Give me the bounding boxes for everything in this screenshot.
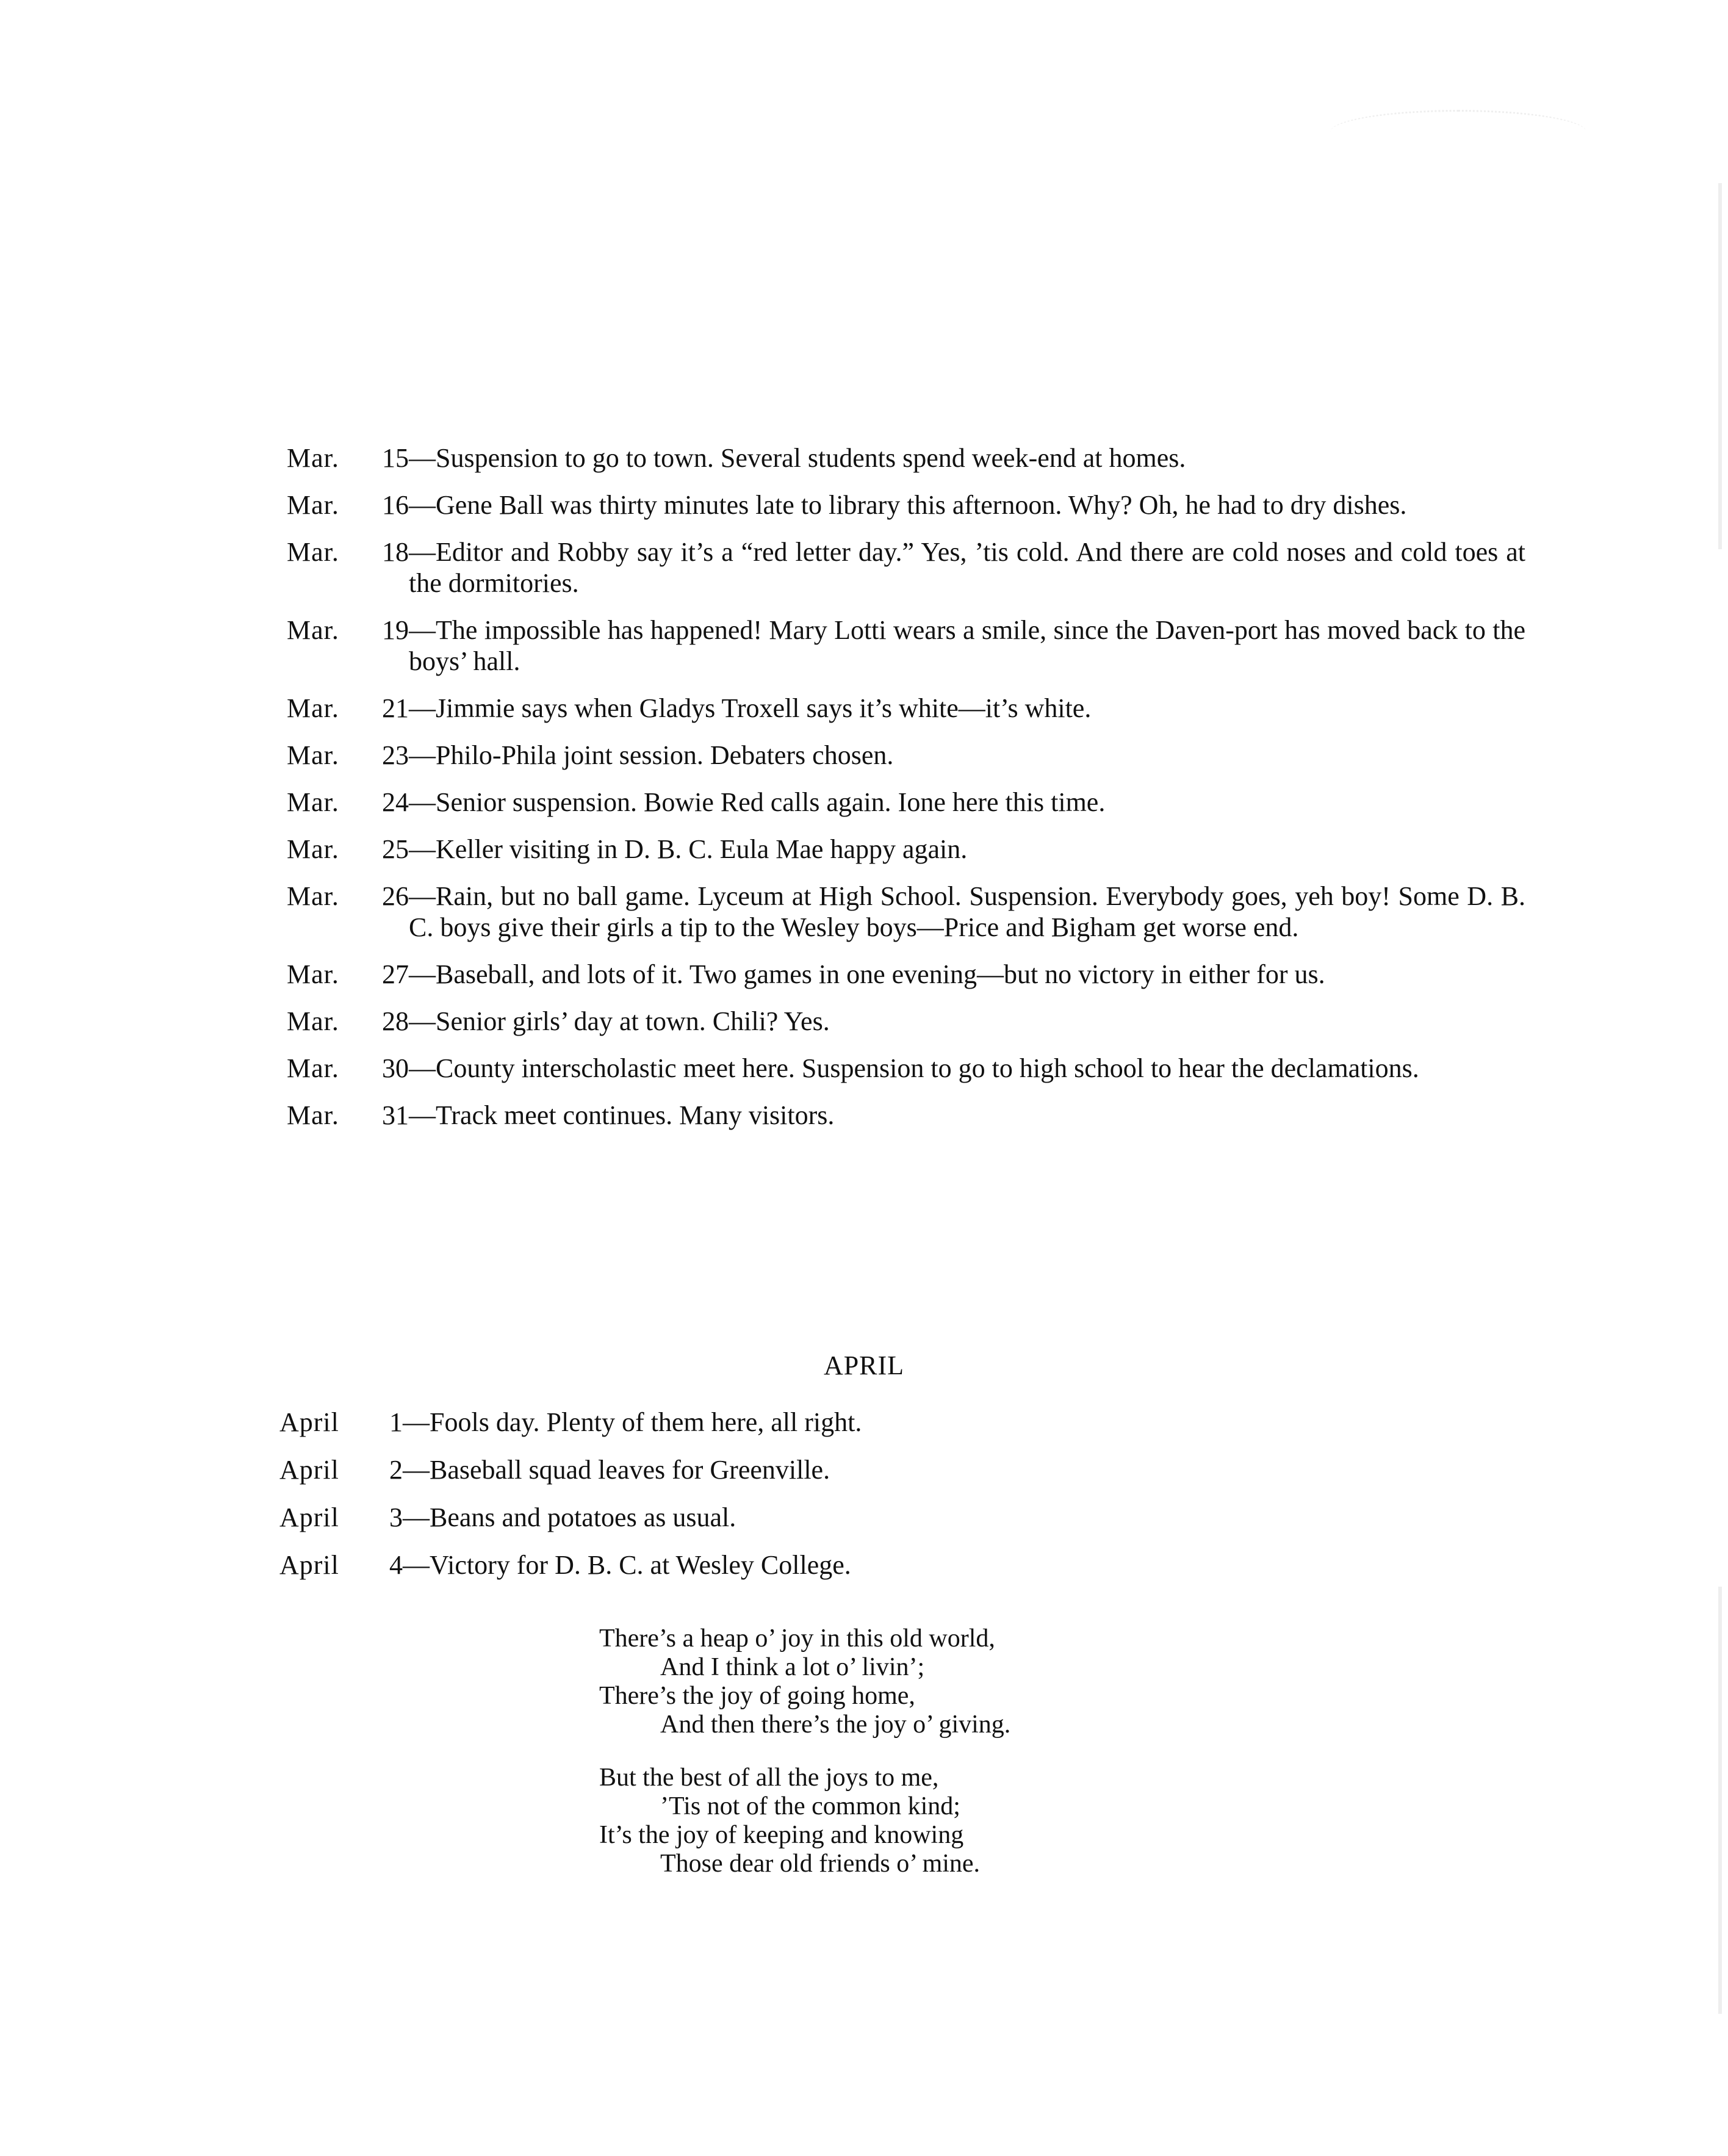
poem-line: And I think a lot o’ livin’; [660, 1653, 925, 1681]
entry-text: The impossible has happened! Mary Lotti wears a smile, since the Daven-port has moved back to the boys’ hall. [409, 615, 1525, 676]
entry-day: 18 [382, 537, 409, 567]
entry-day: 21 [382, 693, 409, 723]
entry-day: 27 [382, 959, 409, 989]
diary-entry [287, 834, 1525, 865]
entry-day: 30 [382, 1053, 409, 1083]
poem-line: And then there’s the joy o’ giving. [660, 1711, 1011, 1739]
entry-day: 26 [382, 881, 409, 911]
entry-text: Victory for D. B. C. at Wesley College. [430, 1550, 851, 1580]
april-entries [279, 1407, 1518, 1597]
entry-text: Baseball, and lots of it. Two games in one evening—but no victory in either for us. [436, 959, 1325, 989]
entry-text: Gene Ball was thirty minutes late to library this afternoon. Why? Oh, he had to dry dishes. [436, 490, 1407, 520]
entry-text-block [409, 536, 1525, 599]
entry-text-block [403, 1407, 1518, 1438]
diary-entry [287, 615, 1525, 677]
entry-text-block [409, 442, 1525, 474]
poem-line: Those dear old friends o’ mine. [660, 1850, 981, 1878]
entry-text: Fools day. Plenty of them here, all right. [430, 1407, 862, 1437]
entry-dash: — [403, 1502, 430, 1532]
entry-dash: — [409, 787, 436, 817]
diary-entry [279, 1549, 1518, 1581]
entry-text-block [409, 881, 1525, 943]
entry-dash: — [409, 443, 436, 473]
entry-dash: — [403, 1455, 430, 1485]
entry-dash: — [409, 740, 436, 770]
entry-month: Mar. [287, 1100, 339, 1130]
entry-text-block [409, 615, 1525, 677]
entry-dash: — [409, 490, 436, 520]
entry-text-block [409, 740, 1525, 771]
entry-month: Mar. [287, 740, 339, 770]
entry-text: Rain, but no ball game. Lyceum at High School. Suspension. Everybody goes, yeh boy! Some D. B. C. boys give their girls a tip to the Wesley boys—Price and Bigham get worse end. [409, 881, 1525, 942]
diary-entry [279, 1454, 1518, 1485]
page-edge-shadow [1718, 183, 1722, 549]
entry-dash: — [403, 1407, 430, 1437]
poem-line: But the best of all the joys to me, [599, 1764, 939, 1792]
entry-month: Mar. [287, 615, 339, 645]
entry-text-block [409, 1006, 1525, 1037]
poem [599, 1624, 1010, 1903]
diary-entry [287, 1006, 1525, 1037]
diary-entry [287, 740, 1525, 771]
entry-month: Mar. [287, 1006, 339, 1036]
entry-day: 28 [382, 1006, 409, 1036]
entry-month: Mar. [287, 537, 339, 567]
entry-text-block [409, 693, 1525, 724]
entry-month: Mar. [287, 787, 339, 817]
entry-dash: — [409, 881, 436, 911]
diary-entry [287, 787, 1525, 818]
entry-text: Senior girls’ day at town. Chili? Yes. [436, 1006, 830, 1036]
diary-entry [287, 489, 1525, 521]
entry-month: April [279, 1502, 339, 1532]
section-heading-april: APRIL [823, 1350, 905, 1380]
diary-entry [287, 693, 1525, 724]
entry-text-block [409, 834, 1525, 865]
entry-text-block [409, 787, 1525, 818]
diary-entry [279, 1502, 1518, 1533]
entry-day: 31 [382, 1100, 409, 1130]
poem-line: It’s the joy of keeping and knowing [599, 1821, 964, 1849]
entry-dash: — [409, 1100, 436, 1130]
entry-text: Senior suspension. Bowie Red calls again. Ione here this time. [436, 787, 1106, 817]
entry-dash: — [409, 537, 436, 567]
entry-dash: — [409, 693, 436, 723]
entry-text: Philo-Phila joint session. Debaters chosen. [436, 740, 894, 770]
entry-text: Baseball squad leaves for Greenville. [430, 1455, 830, 1485]
entry-month: Mar. [287, 443, 339, 473]
diary-entry [287, 881, 1525, 943]
entry-dash: — [409, 959, 436, 989]
entry-month: Mar. [287, 881, 339, 911]
entry-text: Track meet continues. Many visitors. [436, 1100, 835, 1130]
entry-text: County interscholastic meet here. Suspension to go to high school to hear the declamations. [436, 1053, 1419, 1083]
entry-day: 15 [382, 443, 409, 473]
diary-entry [287, 536, 1525, 599]
diary-entry [287, 1100, 1525, 1131]
diary-entry [287, 959, 1525, 990]
entry-text-block [403, 1549, 1518, 1581]
entry-text-block [409, 489, 1525, 521]
entry-month: Mar. [287, 959, 339, 989]
entry-text-block [403, 1502, 1518, 1533]
entry-dash: — [409, 1053, 436, 1083]
entry-text: Suspension to go to town. Several students spend week-end at homes. [436, 443, 1186, 473]
page-edge-shadow [1718, 1587, 1722, 2014]
entry-dash: — [403, 1550, 430, 1580]
entry-day: 16 [382, 490, 409, 520]
diary-entry [279, 1407, 1518, 1438]
entry-day: 1 [389, 1407, 403, 1437]
entry-text-block [409, 1100, 1525, 1131]
entry-text: Jimmie says when Gladys Troxell says it’s white—it’s white. [436, 693, 1092, 723]
entry-text-block [409, 1053, 1525, 1084]
entry-day: 19 [382, 615, 409, 645]
entry-text-block [409, 959, 1525, 990]
entry-day: 24 [382, 787, 409, 817]
entry-text: Beans and potatoes as usual. [430, 1502, 736, 1532]
entry-text: Editor and Robby say it’s a “red letter day.” Yes, ’tis cold. And there are cold noses and cold toes at the dormitories. [409, 537, 1525, 598]
entry-month: April [279, 1550, 339, 1580]
poem-stanza [599, 1624, 1010, 1739]
march-entries [287, 442, 1525, 1147]
entry-dash: — [409, 615, 436, 645]
entry-day: 3 [389, 1502, 403, 1532]
entry-day: 23 [382, 740, 409, 770]
poem-line: There’s the joy of going home, [599, 1682, 915, 1710]
entry-text-block [403, 1454, 1518, 1485]
entry-day: 4 [389, 1550, 403, 1580]
entry-dash: — [409, 834, 436, 864]
entry-day: 2 [389, 1455, 403, 1485]
entry-month: April [279, 1407, 339, 1437]
poem-line: ’Tis not of the common kind; [660, 1792, 960, 1820]
poem-line: There’s a heap o’ joy in this old world, [599, 1624, 995, 1653]
diary-entry [287, 1053, 1525, 1084]
entry-month: Mar. [287, 693, 339, 723]
poem-stanza [599, 1764, 1010, 1878]
entry-dash: — [409, 1006, 436, 1036]
entry-month: Mar. [287, 490, 339, 520]
entry-month: April [279, 1455, 339, 1485]
entry-month: Mar. [287, 1053, 339, 1083]
entry-text: Keller visiting in D. B. C. Eula Mae happy again. [436, 834, 968, 864]
diary-entry [287, 442, 1525, 474]
show-through-flourish [1330, 110, 1586, 154]
entry-day: 25 [382, 834, 409, 864]
entry-month: Mar. [287, 834, 339, 864]
